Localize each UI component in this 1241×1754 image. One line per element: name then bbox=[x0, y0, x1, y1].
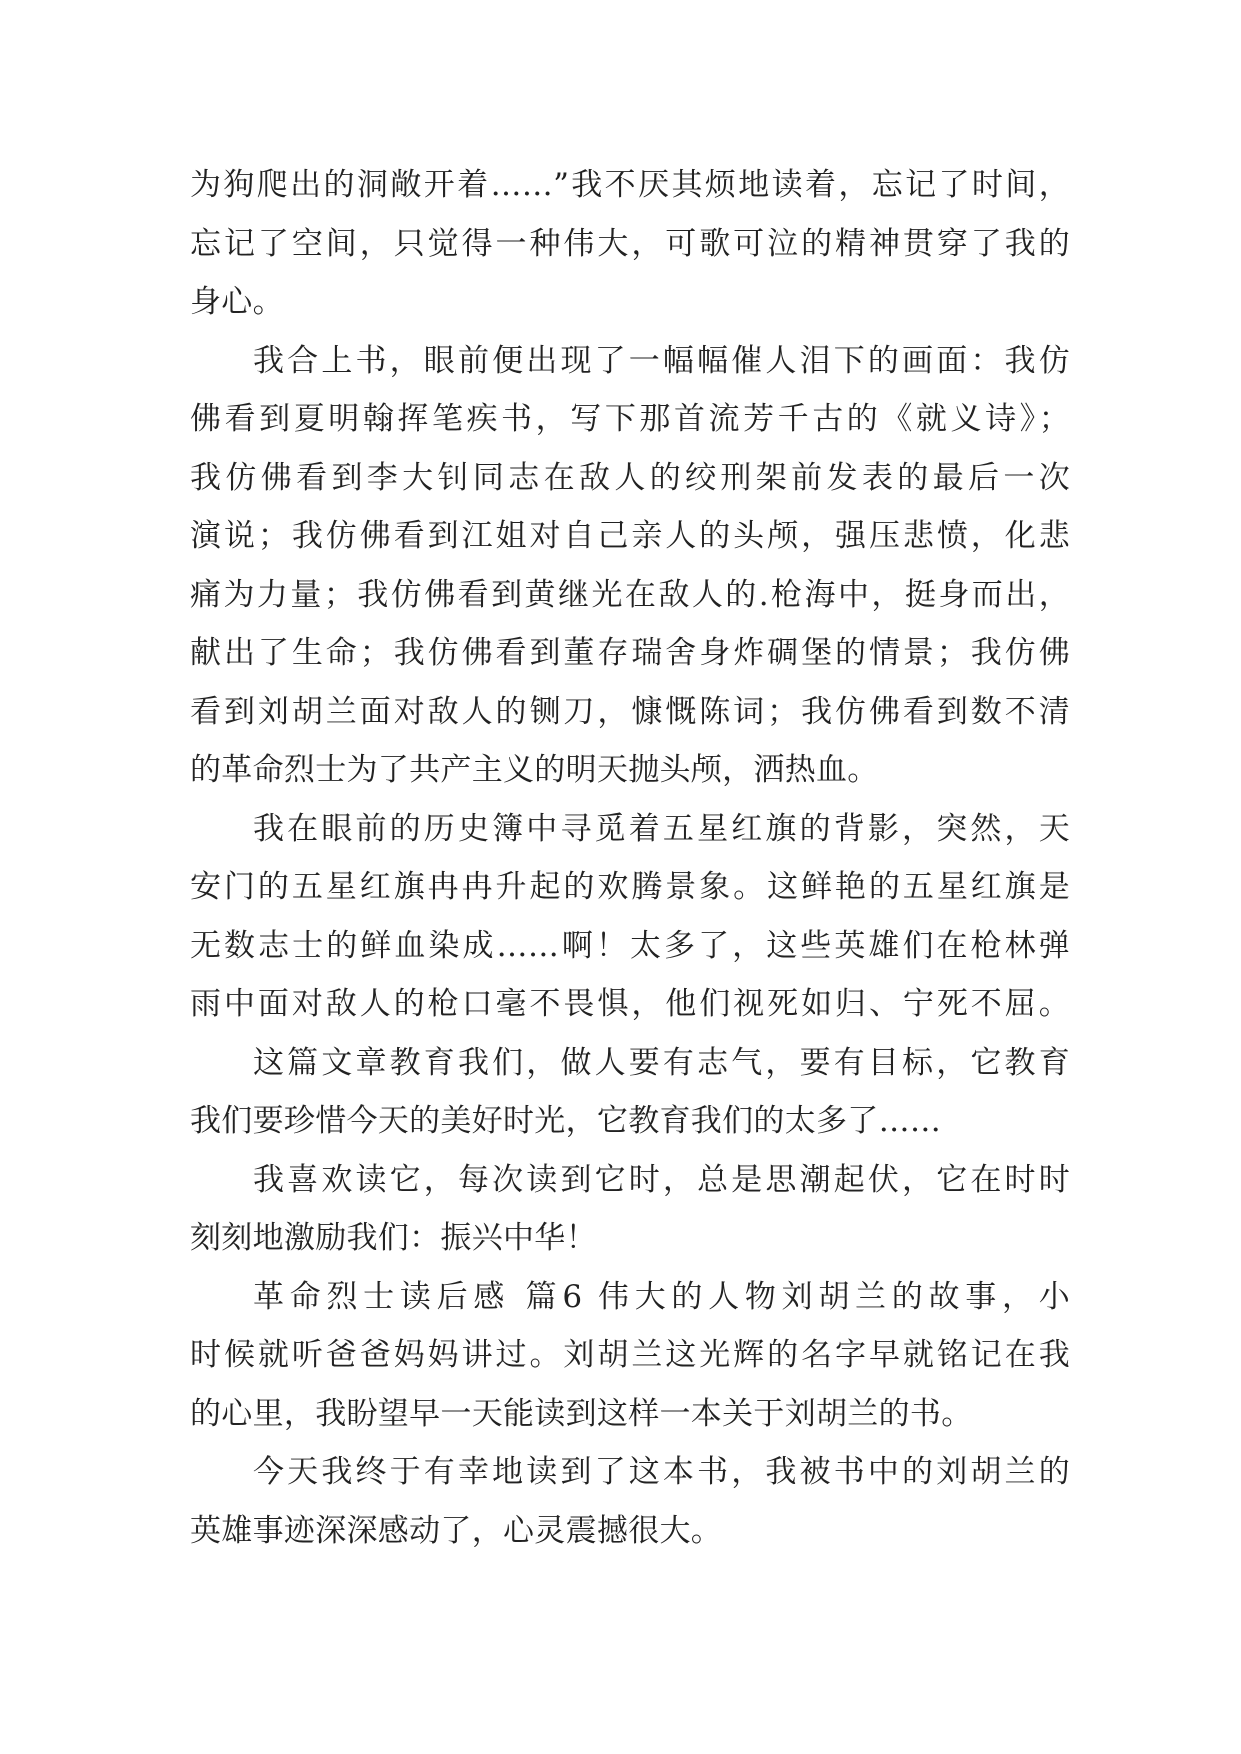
text-line: 我仿佛看到李大钊同志在敌人的绞刑架前发表的最后一次 bbox=[190, 459, 1070, 496]
text-line: 雨中面对敌人的枪口毫不畏惧，他们视死如归、宁死不屈。 bbox=[190, 986, 1070, 1022]
text-line: 看到刘胡兰面对敌人的铡刀，慷慨陈词；我仿佛看到数不清 bbox=[190, 693, 1070, 730]
text-line: 英雄事迹深深感动了，心灵震撼很大。 bbox=[190, 1512, 723, 1549]
text-line: 身心。 bbox=[190, 284, 284, 320]
document-body bbox=[190, 156, 1070, 1560]
text-line: 演说；我仿佛看到江姐对自己亲人的头颅，强压悲愤，化悲 bbox=[190, 518, 1070, 554]
text-line: 时候就听爸爸妈妈讲过。刘胡兰这光辉的名字早就铭记在我 bbox=[190, 1337, 1070, 1373]
text-line: 革命烈士读后感 篇6 伟大的人物刘胡兰的故事，小 bbox=[253, 1278, 1070, 1315]
text-line: 献出了生命；我仿佛看到董存瑞舍身炸碉堡的情景；我仿佛 bbox=[190, 635, 1070, 671]
text-line: 痛为力量；我仿佛看到黄继光在敌人的.枪海中，挺身而出， bbox=[190, 576, 1070, 613]
text-line: 的心里，我盼望早一天能读到这样一本关于刘胡兰的书。 bbox=[190, 1395, 973, 1432]
text-line: 的革命烈士为了共产主义的明天抛头颅，洒热血。 bbox=[190, 752, 879, 788]
text-line: 这篇文章教育我们，做人要有志气，要有目标，它教育 bbox=[253, 1044, 1070, 1081]
text-line: 我们要珍惜今天的美好时光，它教育我们的太多了…… bbox=[190, 1103, 942, 1139]
text-line: 安门的五星红旗冉冉升起的欢腾景象。这鲜艳的五星红旗是 bbox=[190, 869, 1070, 905]
text-line: 今天我终于有幸地读到了这本书，我被书中的刘胡兰的 bbox=[253, 1454, 1070, 1490]
text-line: 为狗爬出的洞敞开着……”我不厌其烦地读着，忘记了时间， bbox=[190, 167, 1070, 203]
text-line: 我在眼前的历史簿中寻觅着五星红旗的背影，突然，天 bbox=[253, 810, 1070, 847]
text-line: 刻刻地激励我们：振兴中华！ bbox=[190, 1220, 597, 1256]
text-line: 我合上书，眼前便出现了一幅幅催人泪下的画面：我仿 bbox=[253, 342, 1070, 379]
text-line: 忘记了空间，只觉得一种伟大，可歌可泣的精神贯穿了我的 bbox=[190, 225, 1070, 262]
text-line: 我喜欢读它，每次读到它时，总是思潮起伏，它在时时 bbox=[253, 1161, 1070, 1198]
text-line: 无数志士的鲜血染成……啊！太多了，这些英雄们在枪林弹 bbox=[190, 927, 1070, 964]
text-line: 佛看到夏明翰挥笔疾书，写下那首流芳千古的《就义诗》； bbox=[190, 401, 1070, 437]
